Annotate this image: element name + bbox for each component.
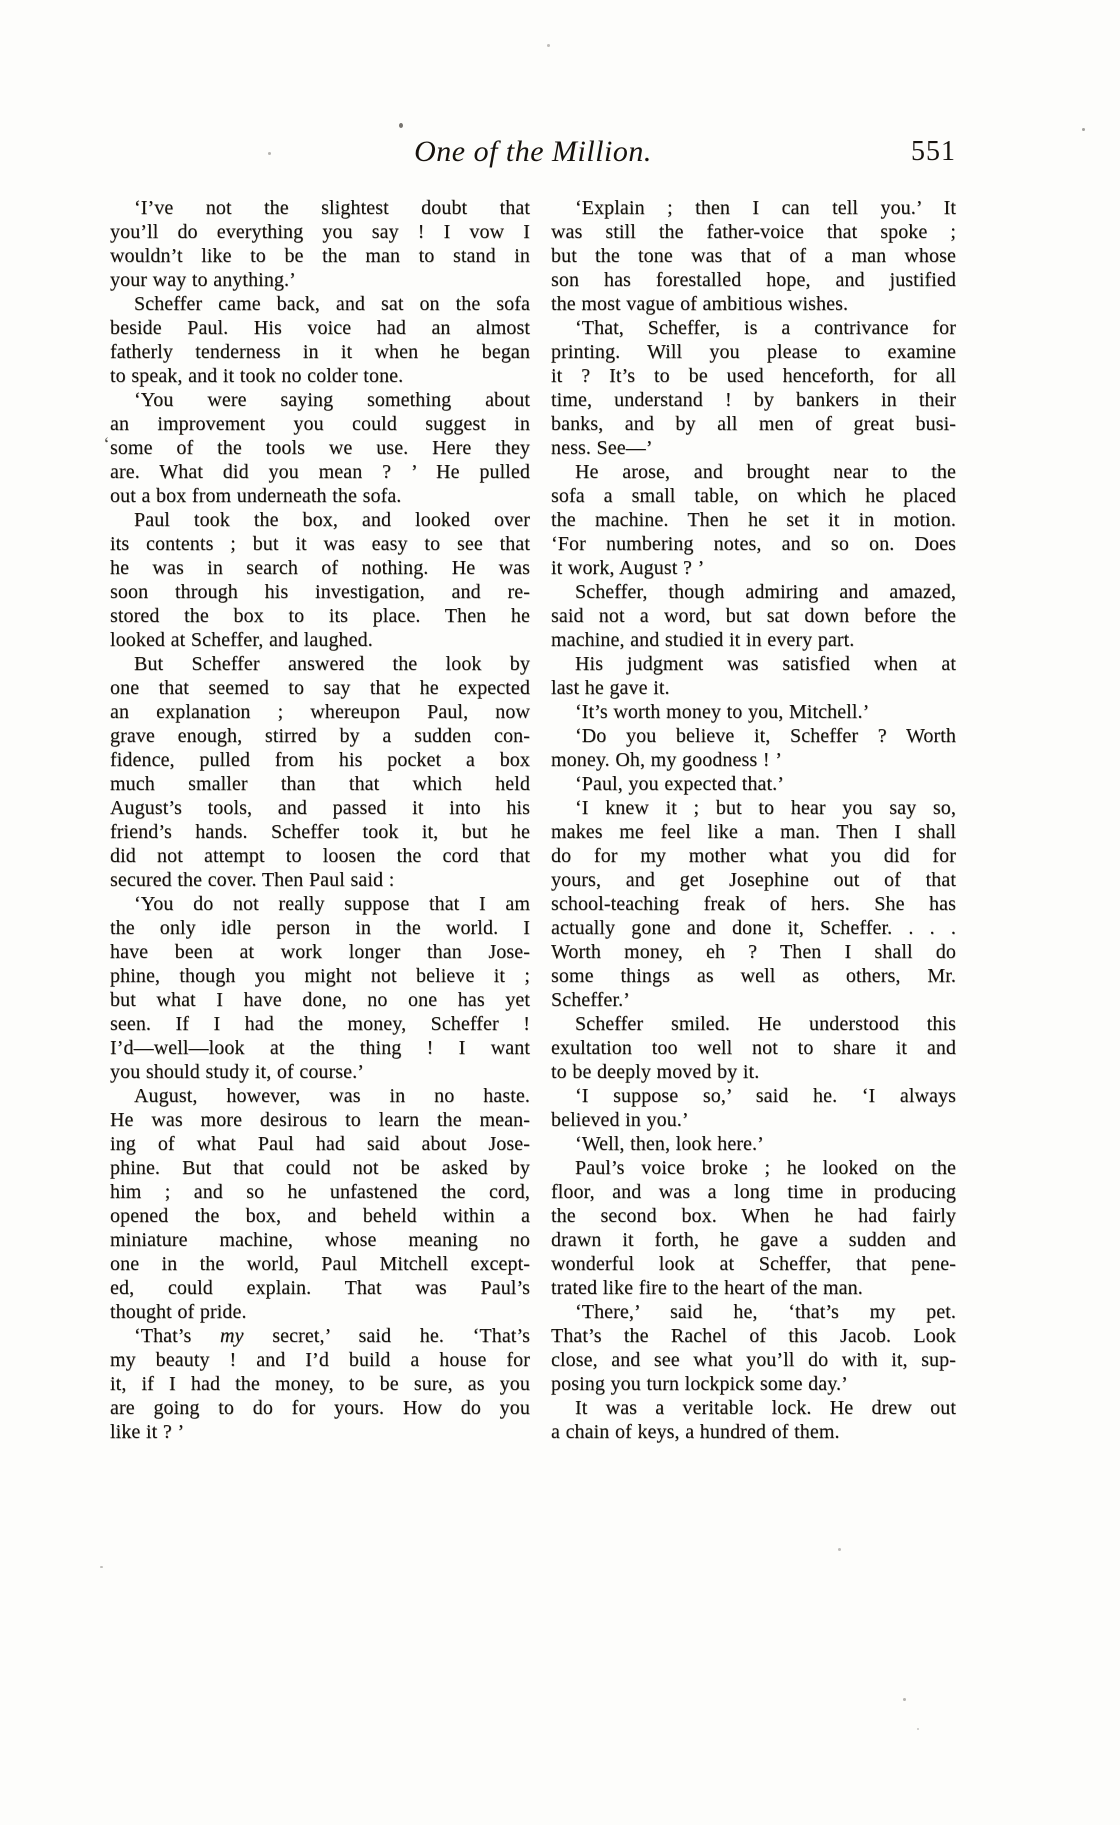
text-line: he was in search of nothing. He was bbox=[110, 557, 530, 579]
paragraph bbox=[110, 892, 530, 1084]
text-line: ‘Explain ; then I can tell you.’ It bbox=[575, 197, 956, 219]
paragraph bbox=[551, 1132, 956, 1156]
text-line: a chain of keys, a hundred of them. bbox=[551, 1421, 840, 1443]
scan-speck bbox=[917, 1728, 919, 1730]
text-line: some of the tools we use. Here they bbox=[110, 437, 530, 459]
text-line: one in the world, Paul Mitchell except- bbox=[110, 1253, 530, 1275]
text-line: ‘I suppose so,’ said he. ‘I always bbox=[575, 1085, 956, 1107]
text-line: His judgment was satisfied when at bbox=[575, 653, 956, 675]
text-line: are. What did you mean ? ’ He pulled bbox=[110, 461, 530, 483]
paragraph bbox=[551, 724, 956, 772]
paragraph bbox=[551, 1012, 956, 1084]
text-line: him ; and so he unfastened the cord, bbox=[110, 1181, 530, 1203]
text-line: friend’s hands. Scheffer took it, but he bbox=[110, 821, 530, 843]
text-line: did not attempt to loosen the cord that bbox=[110, 845, 530, 867]
paragraph bbox=[551, 460, 956, 580]
text-line: drawn it forth, he gave a sudden and bbox=[551, 1229, 956, 1251]
text-line: phine. But that could not be asked by bbox=[110, 1157, 530, 1179]
paragraph bbox=[110, 196, 530, 292]
text-line: the machine. Then he set it in motion. bbox=[551, 509, 956, 531]
text-line: to be deeply moved by it. bbox=[551, 1061, 760, 1083]
text-line: That’s the Rachel of this Jacob. Look bbox=[551, 1325, 956, 1347]
text-line: Worth money, eh ? Then I shall do bbox=[551, 941, 956, 963]
text-line: opened the box, and beheld within a bbox=[110, 1205, 530, 1227]
text-line: But Scheffer answered the look by bbox=[134, 653, 530, 675]
paragraph bbox=[110, 1084, 530, 1324]
text-line: close, and see what you’ll do with it, sup- bbox=[551, 1349, 956, 1371]
page-header bbox=[110, 132, 956, 172]
text-line: some things as well as others, Mr. bbox=[551, 965, 956, 987]
text-line: August, however, was in no haste. bbox=[134, 1085, 530, 1107]
column-right bbox=[551, 196, 956, 1444]
text-line: He arose, and brought near to the bbox=[575, 461, 956, 483]
text-line: was still the father-voice that spoke ; bbox=[551, 221, 956, 243]
text-line: stored the box to its place. Then he bbox=[110, 605, 530, 627]
text-line: said not a word, but sat down before the bbox=[551, 605, 956, 627]
text-line: ‘I’ve not the slightest doubt that bbox=[134, 197, 530, 219]
text-line: it ? It’s to be used henceforth, for all bbox=[551, 365, 956, 387]
text-line: you’ll do everything you say ! I vow I bbox=[110, 221, 530, 243]
text-line: yours, and get Josephine out of that bbox=[551, 869, 956, 891]
scan-speck bbox=[838, 1548, 841, 1551]
text-line: posing you turn lockpick some day.’ bbox=[551, 1373, 848, 1395]
text-line: wonderful look at Scheffer, that pene- bbox=[551, 1253, 956, 1275]
text-line: ed, could explain. That was Paul’s bbox=[110, 1277, 530, 1299]
text-line: ‘Well, then, look here.’ bbox=[575, 1133, 764, 1155]
text-line: grave enough, stirred by a sudden con- bbox=[110, 725, 530, 747]
text-line: phine, though you might not believe it ; bbox=[110, 965, 530, 987]
text-line: Paul’s voice broke ; he looked on the bbox=[575, 1157, 956, 1179]
text-line: banks, and by all men of great busi- bbox=[551, 413, 956, 435]
text-line: ing of what Paul had said about Jose- bbox=[110, 1133, 530, 1155]
text-line: out a box from underneath the sofa. bbox=[110, 485, 402, 507]
paragraph bbox=[110, 388, 530, 508]
text-line: an improvement you could suggest in bbox=[110, 413, 530, 435]
text-line: looked at Scheffer, and laughed. bbox=[110, 629, 373, 651]
scan-speck bbox=[100, 1566, 103, 1568]
text-line: Scheffer smiled. He understood this bbox=[575, 1013, 956, 1035]
paragraph bbox=[551, 700, 956, 724]
text-line: wouldn’t like to be the man to stand in bbox=[110, 245, 530, 267]
text-line: ‘That’s my secret,’ said he. ‘That’s bbox=[134, 1325, 531, 1347]
text-line: Scheffer came back, and sat on the sofa bbox=[134, 293, 530, 315]
text-line: thought of pride. bbox=[110, 1301, 247, 1323]
scan-speck bbox=[1082, 128, 1085, 131]
text-line: floor, and was a long time in producing bbox=[551, 1181, 956, 1203]
paragraph bbox=[551, 1156, 956, 1300]
text-line: time, understand ! by bankers in their bbox=[551, 389, 956, 411]
text-line: Scheffer.’ bbox=[551, 989, 630, 1011]
text-line: ‘There,’ said he, ‘that’s my pet. bbox=[575, 1301, 956, 1323]
text-line: sofa a small table, on which he placed bbox=[551, 485, 956, 507]
text-line: the only idle person in the world. I bbox=[110, 917, 530, 939]
paragraph bbox=[551, 1300, 956, 1396]
text-line: He was more desirous to learn the mean- bbox=[110, 1109, 530, 1131]
text-line: I’d—well—look at the thing ! I want bbox=[110, 1037, 530, 1059]
text-line: son has forestalled hope, and justified bbox=[551, 269, 956, 291]
text-line: much smaller than that which held bbox=[110, 773, 530, 795]
paragraph bbox=[551, 796, 956, 1012]
text-line: believed in you.’ bbox=[551, 1109, 689, 1131]
text-line: money. Oh, my goodness ! ’ bbox=[551, 749, 782, 771]
text-line: ‘I knew it ; but to hear you say so, bbox=[575, 797, 956, 819]
text-line: school-teaching freak of hers. She has bbox=[551, 893, 956, 915]
text-line: ‘It’s worth money to you, Mitchell.’ bbox=[575, 701, 870, 723]
text-line: trated like fire to the heart of the man. bbox=[551, 1277, 863, 1299]
paragraph bbox=[110, 508, 530, 652]
text-line: have been at work longer than Jose- bbox=[110, 941, 530, 963]
text-line: you should study it, of course.’ bbox=[110, 1061, 365, 1083]
text-line: to speak, and it took no colder tone. bbox=[110, 365, 404, 387]
scan-speck bbox=[399, 123, 403, 128]
text-line: ‘For numbering notes, and so on. Does bbox=[551, 533, 956, 555]
text-line: ness. See—’ bbox=[551, 437, 653, 459]
text-line: are going to do for yours. How do you bbox=[110, 1397, 530, 1419]
scan-speck bbox=[268, 152, 271, 155]
text-line: ‘You were saying something about bbox=[134, 389, 530, 411]
scan-speck bbox=[547, 44, 550, 47]
text-line: it, if I had the money, to be sure, as you bbox=[110, 1373, 530, 1395]
text-line: but the tone was that of a man whose bbox=[551, 245, 956, 267]
paragraph bbox=[551, 316, 956, 460]
text-line: like it ? ’ bbox=[110, 1421, 185, 1443]
text-line: an explanation ; whereupon Paul, now bbox=[110, 701, 530, 723]
text-line: soon through his investigation, and re- bbox=[110, 581, 530, 603]
text-line: it work, August ? ’ bbox=[551, 557, 705, 579]
book-page bbox=[102, 0, 956, 1825]
paragraph bbox=[551, 196, 956, 316]
text-line: machine, and studied it in every part. bbox=[551, 629, 855, 651]
text-line: last he gave it. bbox=[551, 677, 670, 699]
text-line: the second box. When he had fairly bbox=[551, 1205, 956, 1227]
page-number: 551 bbox=[911, 136, 956, 167]
text-line: one that seemed to say that he expected bbox=[110, 677, 530, 699]
text-line: printing. Will you please to examine bbox=[551, 341, 956, 363]
text-line: its contents ; but it was easy to see that bbox=[110, 533, 530, 555]
text-line: my beauty ! and I’d build a house for bbox=[110, 1349, 530, 1371]
text-line: the most vague of ambitious wishes. bbox=[551, 293, 849, 315]
column-left bbox=[110, 196, 530, 1444]
paragraph bbox=[110, 292, 530, 388]
text-line: actually gone and done it, Scheffer. . . . bbox=[551, 917, 956, 939]
text-line: but what I have done, no one has yet bbox=[110, 989, 530, 1011]
paragraph bbox=[551, 652, 956, 700]
text-line: August’s tools, and passed it into his bbox=[110, 797, 530, 819]
paragraph bbox=[110, 652, 530, 892]
text-line: secured the cover. Then Paul said : bbox=[110, 869, 395, 891]
paragraph bbox=[551, 580, 956, 652]
text-line: your way to anything.’ bbox=[110, 269, 296, 291]
paragraph bbox=[551, 1084, 956, 1132]
text-line: ‘That, Scheffer, is a contrivance for bbox=[575, 317, 956, 339]
text-line: beside Paul. His voice had an almost bbox=[110, 317, 530, 339]
page-title: One of the Million. bbox=[414, 135, 652, 168]
text-line: do for my mother what you did for bbox=[551, 845, 956, 867]
paragraph bbox=[110, 1324, 530, 1444]
text-line: ‘Do you believe it, Scheffer ? Worth bbox=[575, 725, 956, 747]
text-line: exultation too well not to share it and bbox=[551, 1037, 956, 1059]
scan-speck bbox=[903, 1698, 906, 1701]
text-line: ‘Paul, you expected that.’ bbox=[575, 773, 785, 795]
text-line: Scheffer, though admiring and amazed, bbox=[575, 581, 956, 603]
text-line: miniature machine, whose meaning no bbox=[110, 1229, 530, 1251]
text-line: makes me feel like a man. Then I shall bbox=[551, 821, 956, 843]
scan-stray-mark: ‘ bbox=[102, 433, 112, 456]
text-line: fatherly tenderness in it when he began bbox=[110, 341, 530, 363]
text-line: Paul took the box, and looked over bbox=[134, 509, 530, 531]
text-line: It was a veritable lock. He drew out bbox=[575, 1397, 956, 1419]
text-line: seen. If I had the money, Scheffer ! bbox=[110, 1013, 530, 1035]
paragraph bbox=[551, 772, 956, 796]
text-line: fidence, pulled from his pocket a box bbox=[110, 749, 530, 771]
paragraph bbox=[551, 1396, 956, 1444]
text-columns bbox=[110, 196, 956, 1444]
text-line: ‘You do not really suppose that I am bbox=[134, 893, 530, 915]
